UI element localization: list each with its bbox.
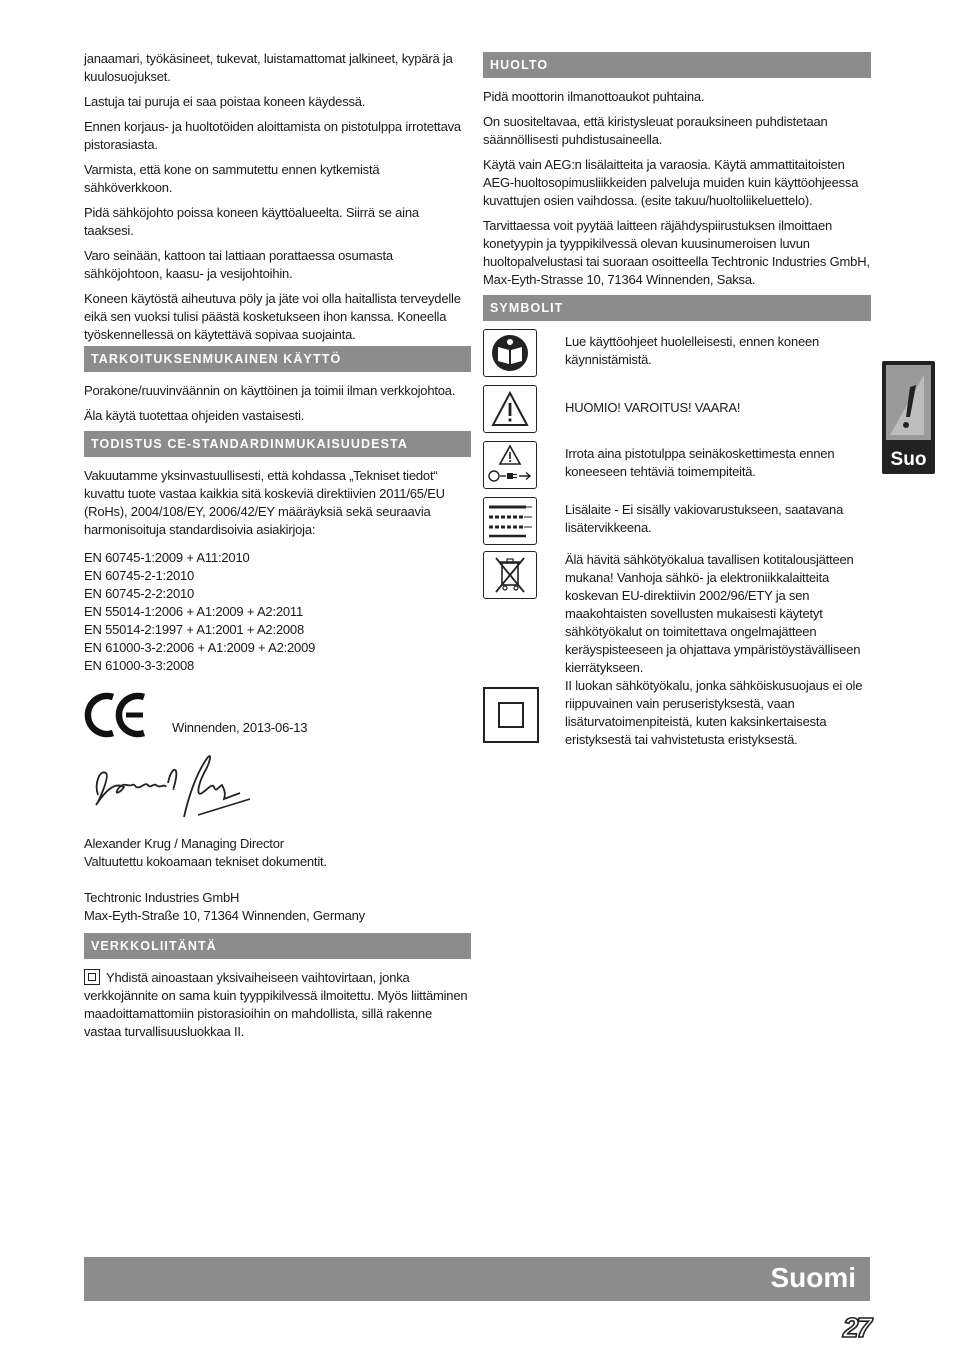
symbol-row [483,677,871,749]
safety-paragraph: Koneen käytöstä aiheutuva pöly ja jäte voi olla haitallista terveydelle eikä sen vuoksi tulisi päästä kosketukseen ihon kanssa. Koneella työskennellessä on käytettävä sopivaa suojainta. [84,291,461,342]
symbol-row [483,329,871,377]
signature-icon [84,743,254,833]
safety-paragraph: Lastuja tai puruja ei saa poistaa koneen käydessä. [84,94,366,109]
standards-list [84,549,471,675]
maintenance-paragraph: Pidä moottorin ilmanottoaukot puhtaina. [483,89,705,104]
tab-language-label: Suo [890,449,927,470]
right-column [483,52,871,749]
maintenance-heading: HUOLTO [483,52,871,78]
ce-mark-row [84,685,471,739]
symbol-text: II luokan sähkötyökalu, jonka sähköiskusuojaus ei ole riippuvainen vain peruseristyksestä, vaan lisäturvatoimenpiteistä, kuten kaksinkertaisesta eristyksestä tai vahvistetusta eristyksestä. [565,678,863,747]
standard-item: EN 60745-1:2009 + A11:2010 [84,550,250,565]
intended-use-heading: TARKOITUKSENMUKAINEN KÄYTTÖ [84,346,471,372]
read-manual-icon [483,329,537,377]
class-ii-icon [84,969,100,985]
company-address: Max-Eyth-Straße 10, 71364 Winnenden, Germany [84,908,365,923]
signer-block [84,835,471,925]
maintenance-paragraph: Käytä vain AEG:n lisälaitteita ja varaosia. Käytä ammattitaitoisten AEG-huoltosopimusliikkeiden palveluja muiden kuin käyttöohjeessa kuvattujen osien vaihdossa. (esite takuu/huoltoliikeluettelo). [483,157,859,208]
class-ii-icon [483,687,539,743]
standard-item: EN 61000-3-2:2006 + A1:2009 + A2:2009 [84,640,316,655]
mains-paragraph [84,969,471,1041]
language-side-tab [882,361,935,474]
standard-item: EN 55014-2:1997 + A1:2001 + A2:2008 [84,622,304,637]
safety-paragraph: Ennen korjaus- ja huoltotöiden aloittamista on pistotulppa irrotettava pistorasiasta. [84,119,461,152]
symbol-text: Älä hävitä sähkötyökalua tavallisen kotitalousjätteen mukana! Vanhoja sähkö- ja elektroniikkalaitteita koskevan EU-direktiivin 2002/96/ETY ja sen maakohtaisten sovellusten mukaisesti käytetyt sähkötyökalut on toimitettava ongelmajätteen keräyspisteeseen ja ohjattava ympäristöystävälliseen kierrätykseen. [565,552,861,675]
mains-text: Yhdistä ainoastaan yksivaiheiseen vaihtovirtaan, jonka verkkojännite on sama kuin tyyppikilvessä ilmoitettu. Myös liittäminen maadoittamattomiin pistorasioihin on mahdollista, sillä rakenne vastaa turvallisuusluokkaa II. [84,970,468,1039]
safety-paragraph: Varo seinään, kattoon tai lattiaan porattaessa osumasta sähköjohtoon, kaasu- ja vesijohtoihin. [84,248,393,281]
warning-triangle-icon [483,385,537,433]
standard-item: EN 55014-1:2006 + A1:2009 + A2:2011 [84,604,304,619]
maintenance-paragraph: On suositeltavaa, että kiristysleuat porauksineen puhdistetaan säännöllisesti puhdistusaineella. [483,114,828,147]
company-name: Techtronic Industries GmbH [84,890,240,905]
exclamation-icon [886,365,931,440]
footer-language-label: Suomi [770,1262,856,1293]
safety-paragraph: Pidä sähköjohto poissa koneen käyttöalueelta. Siirrä se aina taaksesi. [84,205,419,238]
left-column [84,50,471,1048]
symbol-row [483,551,871,677]
standard-item: EN 60745-2-1:2010 [84,568,195,583]
symbol-text: Lisälaite - Ei sisälly vakiovarustukseen, saatavana lisätervikkeena. [565,502,844,535]
authorized-note: Valtuutettu kokoamaan tekniset dokumentit. [84,854,327,869]
symbol-text: Irrota aina pistotulppa seinäkoskettimesta ennen koneeseen tehtäviä toimempiteitä. [565,446,835,479]
symbol-row [483,385,871,433]
unplug-warning-icon [483,441,537,489]
safety-paragraph: janaamari, työkäsineet, tukevat, luistamattomat jalkineet, kypärä ja kuulosuojukset. [84,51,453,84]
ce-declaration-paragraph: Vakuutamme yksinvastuullisesti, että kohdassa „Tekniset tiedot“ kuvattu tuote vastaa kaikkia sitä koskeviä direktiivien 2011/65/EU (RoHs), 2004/108/EY, 2006/42/EY määräyksiä sekä seuraavia harmonisoituja standardisoivia asiakirjoja: [84,468,445,537]
symbol-row [483,497,871,545]
symbols-heading: SYMBOLIT [483,295,871,321]
intended-use-paragraph: Äla käytä tuotettaa ohjeiden vastaisesti. [84,408,305,423]
ce-conformity-heading: TODISTUS CE-STANDARDINMUKAISUUDESTA [84,431,471,457]
symbol-row [483,441,871,489]
tab-icon-panel [886,365,931,440]
mains-connection-heading: VERKKOLIITÄNTÄ [84,933,471,959]
crossed-bin-icon [483,551,537,599]
place-date: Winnenden, 2013-06-13 [172,720,308,735]
drill-bits-icon [483,497,537,545]
ce-mark-icon [84,691,150,739]
standard-item: EN 61000-3-3:2008 [84,658,195,673]
intended-use-paragraph: Porakone/ruuvinväännin on käyttöinen ja toimii ilman verkkojohtoa. [84,383,456,398]
signature-image [84,743,471,833]
footer-language-bar [84,1257,870,1301]
maintenance-paragraph: Tarvittaessa voit pyytää laitteen räjähdyspiirustuksen ilmoittaen konetyypin ja tyyppikilvessä olevan kuusinumeroisen luvun huoltopalvelustasi tai suoraan osoitteella Techtronic Industries GmbH, Max-Eyth-Strasse 10, 71364 Winnenden, Saksa. [483,218,870,287]
standard-item: EN 60745-2-2:2010 [84,586,195,601]
symbol-text: Lue käyttöohjeet huolelleisesti, ennen koneen käynnistämistä. [565,334,820,367]
safety-paragraph: Varmista, että kone on sammutettu ennen kytkemistä sähköverkkoon. [84,162,380,195]
symbol-text: HUOMIO! VAROITUS! VAARA! [565,400,741,415]
signer-name: Alexander Krug / Managing Director [84,836,284,851]
page-number: 27 [842,1312,870,1343]
